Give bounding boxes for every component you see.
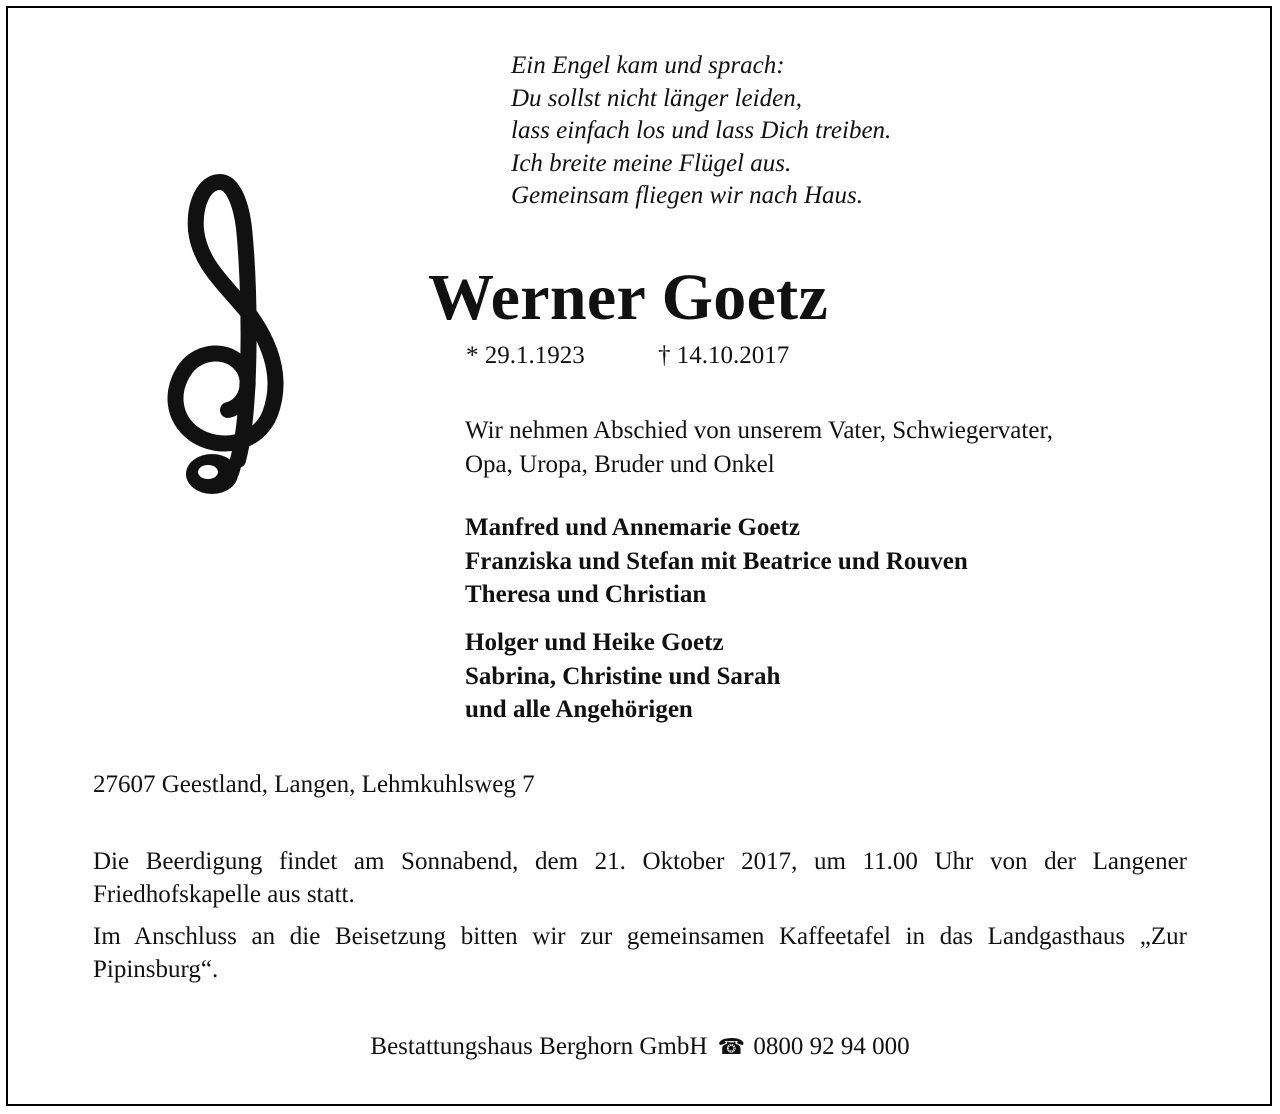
birth-date: * 29.1.1923 (466, 342, 585, 369)
reception-notice: Im Anschluss an die Beisetzung bitten wir zur gemeinsamen Kaffeetafel in das Landgasthaus „Zur Pipinsburg“. (93, 923, 1187, 983)
poem (511, 50, 891, 213)
poem-line: Ich breite meine Flügel aus. (511, 149, 792, 177)
farewell-line: Wir nehmen Abschied von unserem Vater, Schwiegervater, (465, 417, 1054, 444)
farewell-text (465, 414, 1053, 482)
deceased-name: Werner Goetz (428, 261, 829, 334)
farewell-line: Opa, Uropa, Bruder und Onkel (465, 451, 775, 478)
mourner-line: Holger und Heike Goetz (465, 629, 724, 656)
funeral-notice: Die Beerdigung findet am Sonnabend, dem 21. Oktober 2017, um 11.00 Uhr von der Langener Friedhofskapelle aus statt. (93, 848, 1187, 908)
poem-line: Gemeinsam fliegen wir nach Haus. (511, 182, 864, 209)
mourner-line: Franziska und Stefan mit Beatrice und Rouven (465, 547, 968, 575)
mourner-line: Theresa und Christian (465, 581, 707, 608)
mourners-group-2 (465, 626, 780, 727)
funeral-home-name: Bestattungshaus Berghorn GmbH (370, 1033, 708, 1060)
mourner-line: und alle Angehörigen (465, 696, 693, 723)
mourner-line: Sabrina, Christine und Sarah (465, 662, 781, 690)
poem-line: Du sollst nicht länger leiden, (511, 84, 802, 112)
poem-line: lass einfach los und lass Dich treiben. (511, 117, 892, 144)
mourners-group-1 (465, 511, 968, 612)
address: 27607 Geestland, Langen, Lehmkuhlsweg 7 (93, 771, 535, 798)
poem-line: Ein Engel kam und sprach: (511, 52, 785, 79)
treble-clef-icon (142, 168, 302, 508)
phone-number: 0800 92 94 000 (753, 1033, 910, 1060)
mourner-line: Manfred und Annemarie Goetz (465, 514, 800, 541)
phone-icon: ☎ (717, 1035, 746, 1060)
funeral-home-footer (0, 1030, 1280, 1065)
death-date: † 14.10.2017 (658, 342, 790, 369)
